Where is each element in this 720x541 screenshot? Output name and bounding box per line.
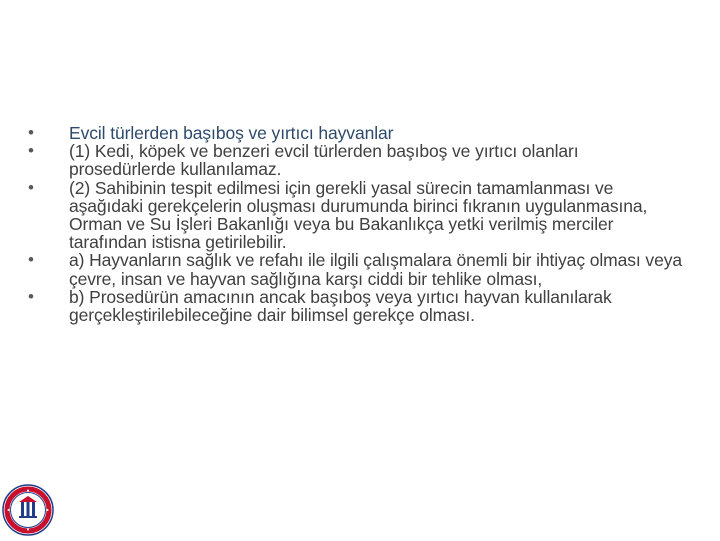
seal-graphic: [2, 484, 54, 536]
bullet-text: (1) Kedi, köpek ve benzeri evcil türlerden başıboş ve yırtıcı olanları prosedürlerde kullanılamaz.: [69, 141, 579, 180]
bullet-item-heading: [28, 124, 688, 142]
bullet-marker: •: [28, 250, 34, 270]
bullet-list: [28, 124, 688, 324]
bullet-text: a) Hayvanların sağlık ve refahı ile ilgili çalışmalara önemli bir ihtiyaç olması veya çevre, insan ve hayvan sağlığına karşı ciddi bir tehlike olması,: [69, 250, 682, 289]
bullet-marker: •: [28, 141, 34, 161]
bullet-text: Evcil türlerden başıboş ve yırtıcı hayvanlar: [69, 123, 394, 143]
bullet-text: (2) Sahibinin tespit edilmesi için gerekli yasal sürecin tamamlanması ve aşağıdaki gerekçelerin oluşması durumunda birinci fıkranın uygulanmasına, Orman ve Su İşleri Bakanlığı veya bu Bakanlıkça yetki verilmiş merciler tarafından istisna getirilebilir.: [69, 177, 648, 253]
bullet-marker: •: [28, 177, 34, 197]
bullet-text: b) Prosedürün amacının ancak başıboş veya yırtıcı hayvan kullanılarak gerçekleştirilebileceğine dair bilimsel gerekçe olması.: [69, 286, 612, 326]
bullet-marker: •: [28, 286, 34, 306]
bullet-marker: •: [28, 123, 34, 142]
bullet-item: [28, 288, 688, 324]
bullet-item: [28, 251, 688, 287]
university-seal-icon: [2, 484, 54, 536]
bullet-item: [28, 142, 688, 178]
bullet-item: [28, 179, 688, 252]
